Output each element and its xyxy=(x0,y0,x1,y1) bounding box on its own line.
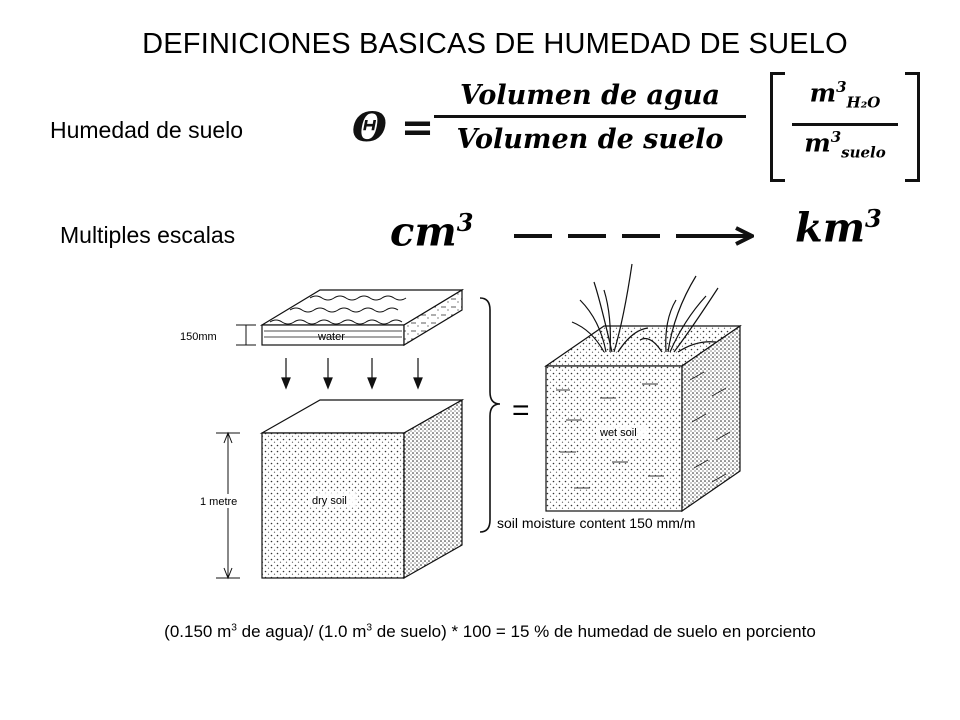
humedad-label: Humedad de suelo xyxy=(50,117,244,143)
infiltration-arrows-icon xyxy=(282,358,422,388)
scale-from: $cm^3$ xyxy=(390,208,474,256)
dry-soil-cube xyxy=(262,400,462,578)
soil-depth-label: 1 metre xyxy=(200,496,238,508)
water-slab xyxy=(262,290,462,345)
calculation-footer: (0.150 $m^3$ de agua)/ (1.0 $m^3$ de suelo) * 100 = 15 % de humedad de suelo en porciento xyxy=(164,622,816,641)
dry-soil-label: dry soil xyxy=(312,495,347,507)
scale-to: $km^3$ xyxy=(795,204,882,252)
page-title: DEFINICIONES BASICAS DE HUMEDAD DE SUELO xyxy=(142,28,848,60)
unit-water: $m^3_{H_2O}$ xyxy=(809,78,881,112)
equals-sign: = xyxy=(512,394,530,427)
grouping-brace xyxy=(480,298,500,532)
unit-soil: $m^3_{suelo}$ xyxy=(804,128,886,162)
fraction-denominator: Volumen de suelo xyxy=(456,124,724,155)
water-label: water xyxy=(318,331,345,343)
fraction-numerator: Volumen de agua xyxy=(459,80,721,111)
diagram-caption: soil moisture content 150 mm/m xyxy=(497,515,696,531)
escalas-label: Multiples escalas xyxy=(60,222,236,248)
theta-equals: Θ = xyxy=(352,104,435,151)
wet-soil-cube xyxy=(546,326,740,511)
wet-soil-label: wet soil xyxy=(600,427,637,439)
water-depth-label: 150mm xyxy=(180,331,217,343)
